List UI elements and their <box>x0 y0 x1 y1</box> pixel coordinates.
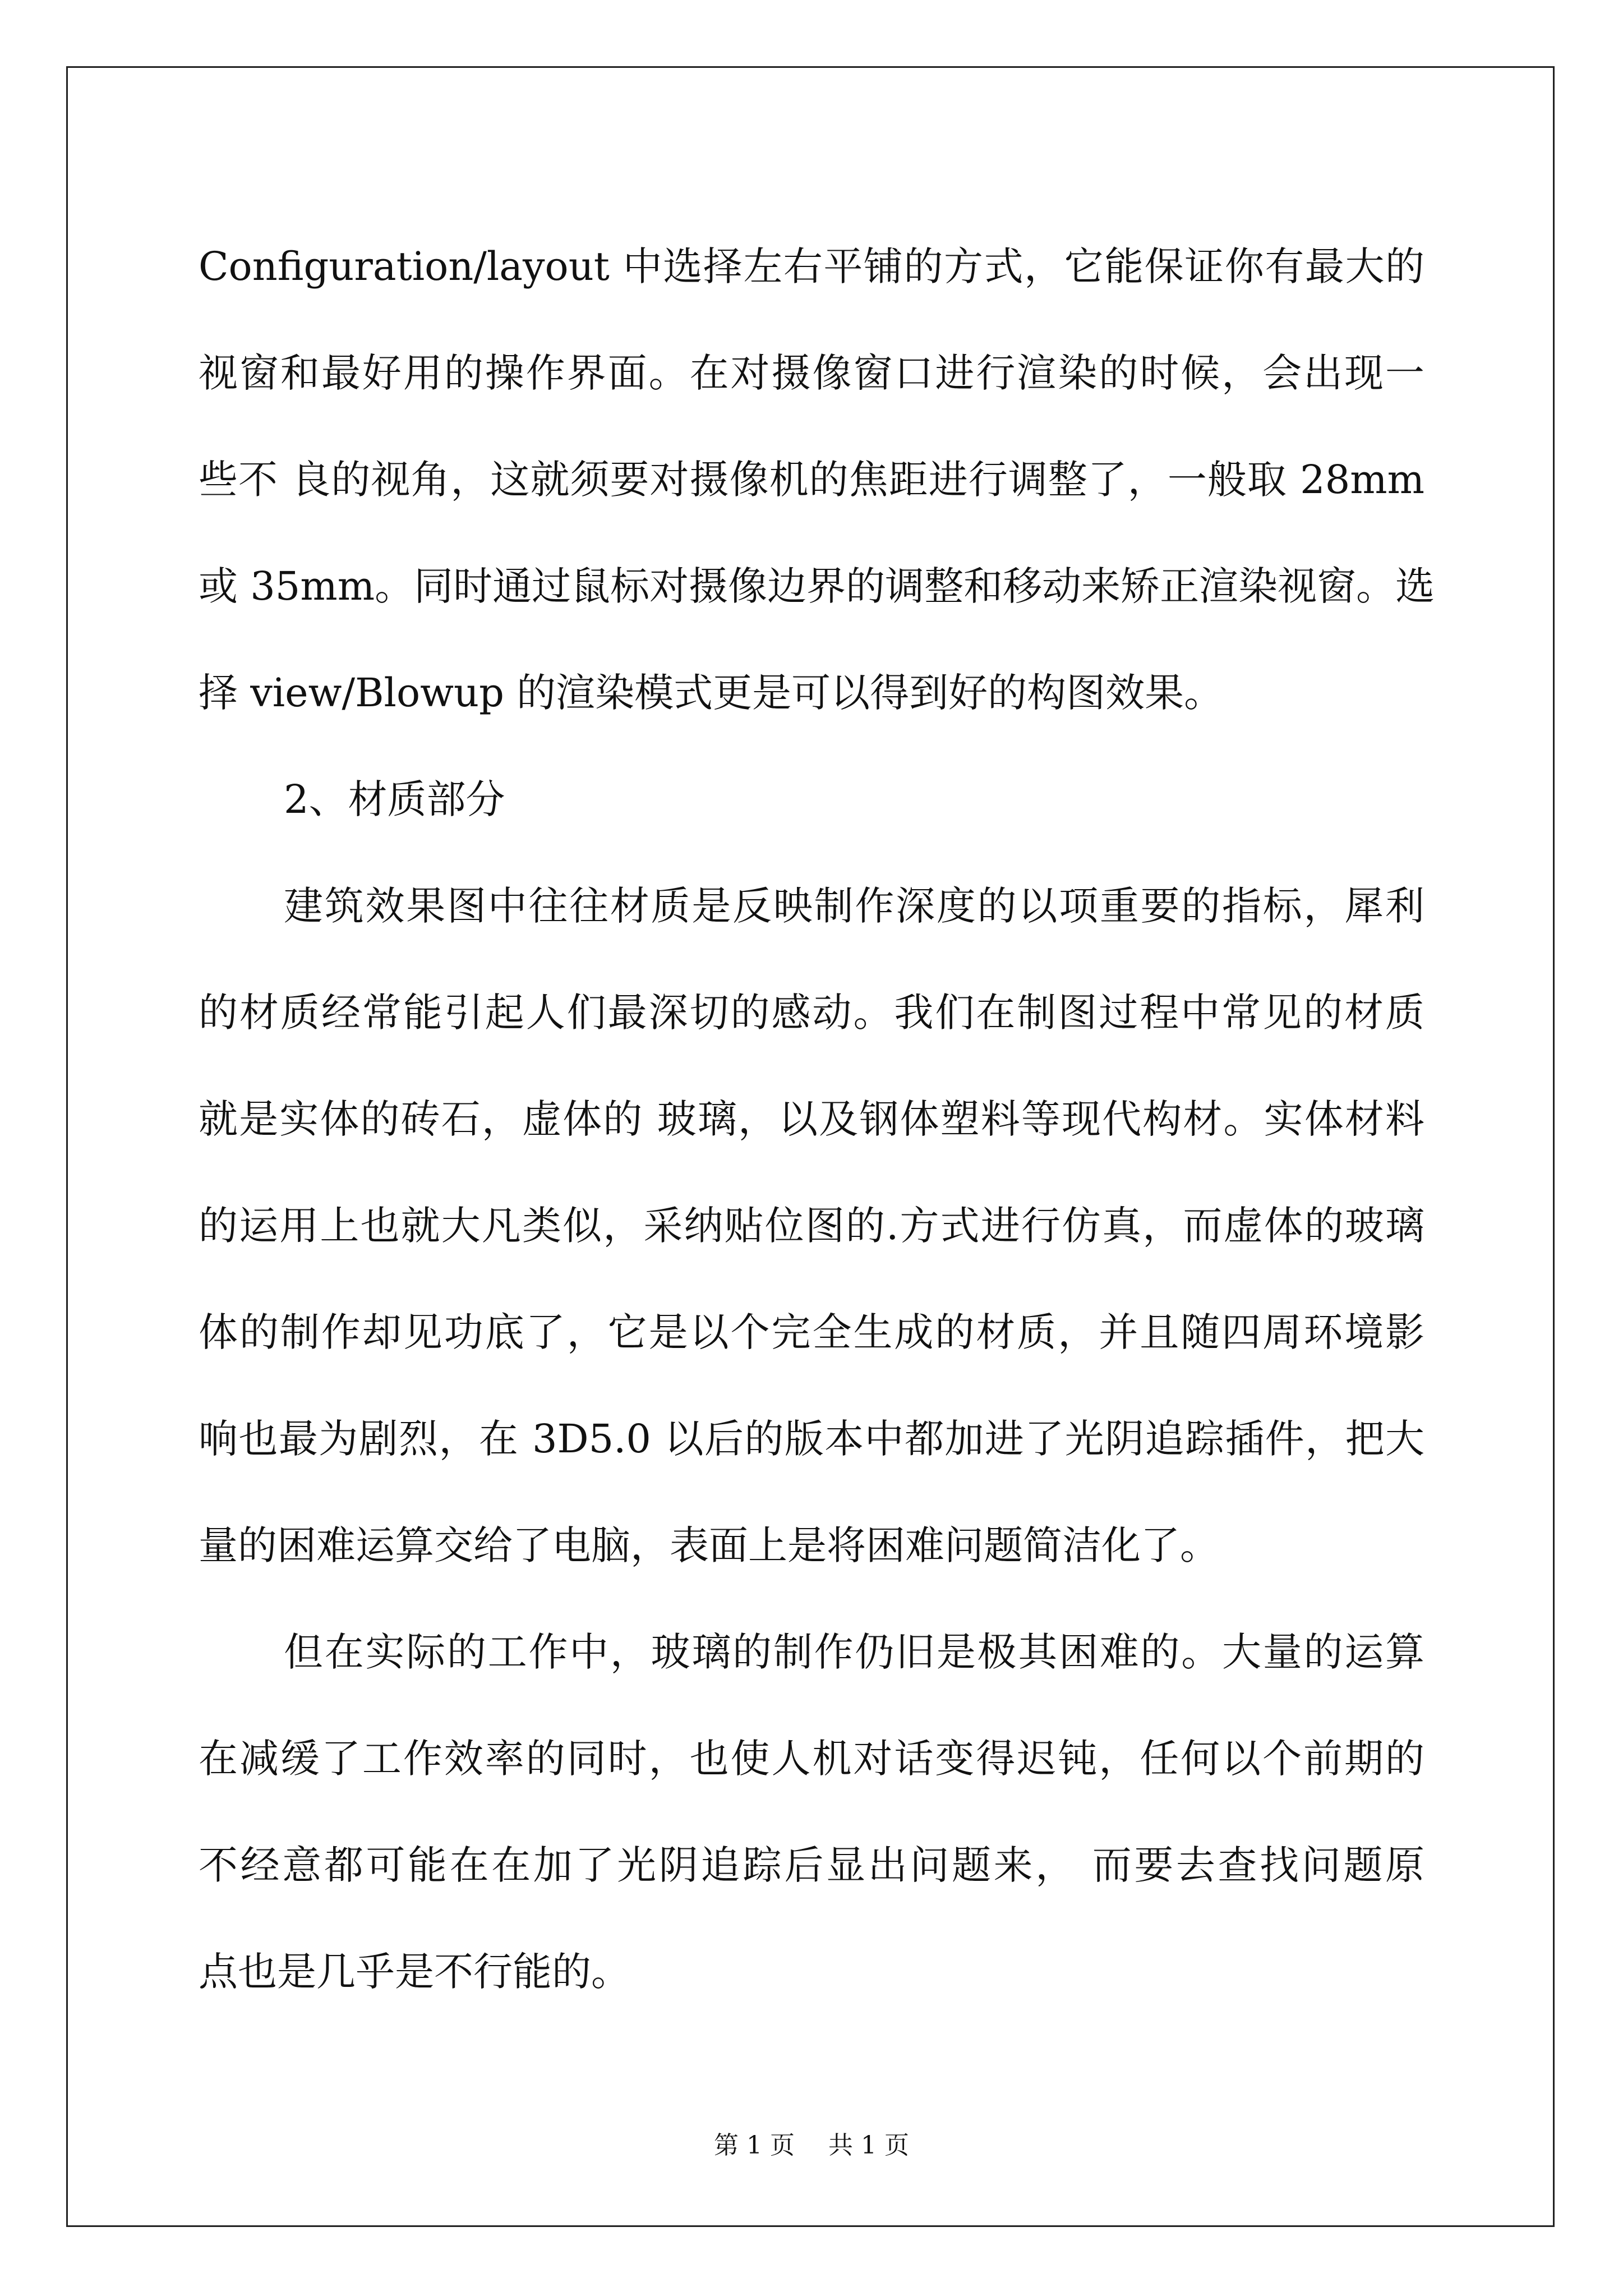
text-line: 或 35mm。同时通过鼠标对摄像边界的调整和移动来矫正渲染视窗。选 <box>199 563 1435 609</box>
text-line: 不经意都可能在在加了光阴追踪后显出问题来， 而要去查找问题原 <box>199 1842 1424 1888</box>
text-line: 的运用上也就大凡类似，采纳贴位图的.方式进行仿真，而虚体的玻璃 <box>199 1203 1424 1249</box>
text-line: 体的制作却见功底了，它是以个完全生成的材质，并且随四周环境影 <box>199 1309 1424 1355</box>
paragraph <box>199 1599 1424 2025</box>
text-line: 响也最为剧烈，在 3D5.0 以后的版本中都加进了光阴追踪插件，把大 <box>199 1416 1424 1462</box>
section-heading <box>199 746 1424 853</box>
text-line: 择 view/Blowup 的渲染模式更是可以得到好的构图效果。 <box>199 670 1224 716</box>
text-line: 些不 良的视角，这就须要对摄像机的焦距进行调整了，一般取 28mm <box>199 457 1424 503</box>
page-total: 共 1 页 <box>828 2131 909 2160</box>
text-line: 点也是几乎是不行能的。 <box>199 1949 630 1995</box>
page-number: 第 1 页 <box>714 2131 795 2160</box>
text-line: 量的困难运算交给了电脑，表面上是将困难问题简洁化了。 <box>199 1522 1219 1568</box>
paragraph <box>199 853 1424 1599</box>
text-line: 但在实际的工作中，玻璃的制作仍旧是极其困难的。大量的运算 <box>284 1629 1424 1675</box>
text-line: 在减缓了工作效率的同时，也使人机对话变得迟钝，任何以个前期的 <box>199 1736 1424 1782</box>
text-line: 就是实体的砖石，虚体的 玻璃，以及钢体塑料等现代构材。实体材料 <box>199 1096 1424 1142</box>
text-line: 2、材质部分 <box>284 776 505 822</box>
document-body <box>199 213 1435 2025</box>
text-line: 的材质经常能引起人们最深切的感动。我们在制图过程中常见的材质 <box>199 990 1424 1036</box>
text-line: Configuration/layout 中选择左右平铺的方式，它能保证你有最大的 <box>199 243 1424 289</box>
paragraph <box>199 213 1435 746</box>
text-line: 建筑效果图中往往材质是反映制作深度的以项重要的指标，犀利 <box>284 883 1424 929</box>
page-footer <box>0 2129 1623 2162</box>
text-line: 视窗和最好用的操作界面。在对摄像窗口进行渲染的时候，会出现一 <box>199 350 1424 396</box>
